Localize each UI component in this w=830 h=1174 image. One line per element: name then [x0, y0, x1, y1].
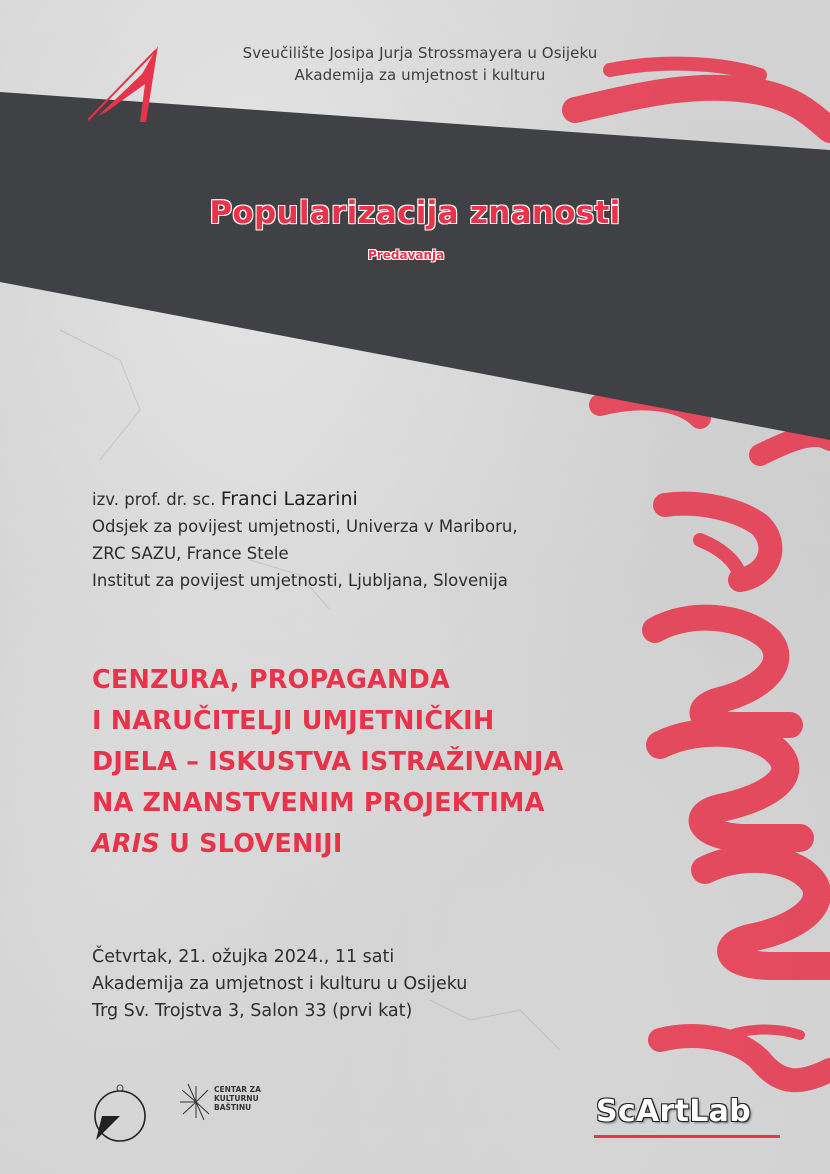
event-datetime: Četvrtak, 21. ožujka 2024., 11 sati [92, 947, 395, 967]
lecture-title-line: DJELA – ISKUSTVA ISTRAŽIVANJA [92, 747, 564, 777]
project-name: ARIS [92, 829, 161, 859]
partner-text-line: CENTAR ZA [214, 1085, 261, 1094]
lecture-title-line: NA ZNANSTVENIM PROJEKTIMA [92, 788, 545, 818]
speaker-affiliation: Institut za povijest umjetnosti, Ljubljana, Slovenija [92, 571, 508, 590]
university-name: Sveučilište Josipa Jurja Strossmayera u Osijeku [242, 44, 598, 62]
event-details [92, 944, 652, 1025]
speaker-prefix: izv. prof. dr. sc. [92, 490, 221, 509]
speaker-block [92, 486, 652, 594]
lecture-title-end: U SLOVENIJI [160, 829, 343, 859]
event-venue: Akademija za umjetnost i kulturu u Osijeku [92, 974, 468, 994]
lecture-title-line [92, 824, 692, 865]
speaker-affiliation: ZRC SAZU, France Stele [92, 544, 289, 563]
event-address: Trg Sv. Trojstva 3, Salon 33 (prvi kat) [92, 1001, 413, 1021]
series-title: Popularizacija znanosti [209, 195, 621, 231]
speaker-name: Franci Lazarini [220, 488, 358, 510]
lecture-title [92, 660, 692, 865]
lecture-title-line: CENZURA, PROPAGANDA [92, 665, 450, 695]
scartlab-logo: ScArtLab [596, 1094, 751, 1129]
scartlab-underline [594, 1135, 780, 1138]
partner-logo-circle [88, 1082, 152, 1146]
series-subtitle: Predavanja [368, 248, 445, 262]
partner-text-line: BAŠTINU [214, 1103, 252, 1112]
partner-logo-text [214, 1085, 274, 1112]
academy-name: Akademija za umjetnost i kulturu [294, 66, 546, 84]
lecture-title-line: I NARUČITELJI UMJETNIČKIH [92, 706, 495, 736]
speaker-title-line [92, 486, 652, 513]
partner-text-line: KULTURNU [214, 1094, 259, 1103]
speaker-affiliation: Odsjek za povijest umjetnosti, Univerza v Mariboru, [92, 517, 518, 536]
